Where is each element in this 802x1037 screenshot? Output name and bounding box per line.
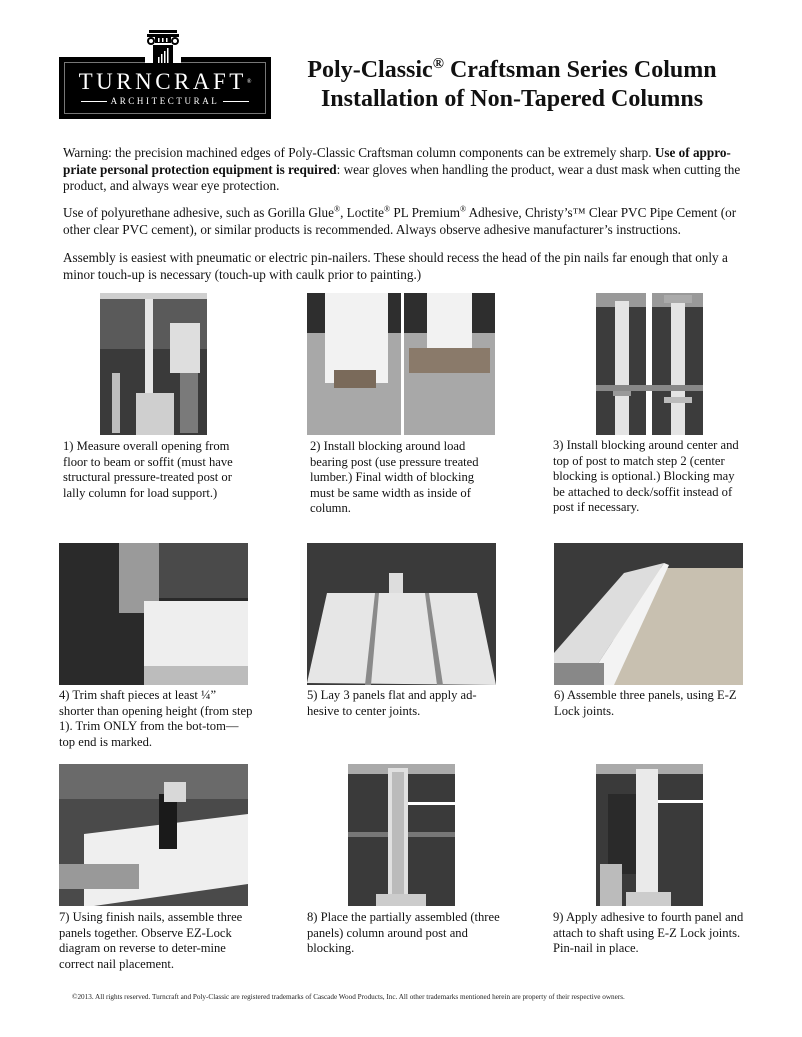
- logo-rule-right: [223, 101, 249, 102]
- copyright-footer: ©2013. All rights reserved. Turncraft and Poly-Classic are registered trademarks of Cascade Wood Products, Inc. All other trademarks mentioned herein are property of their respective owners.: [72, 993, 625, 1001]
- step-9-photo: [596, 764, 703, 906]
- title-product-name: Poly-Classic: [307, 57, 433, 83]
- step-4-caption: 4) Trim shaft pieces at least ¼” shorter than opening height (from step 1). Trim ONLY from the bot-tom—top end is marked.: [59, 688, 253, 749]
- warning-rest-text: : wear gloves when handling the product, wear a dust mask when cutting the product, and always wear eye protection.: [63, 161, 741, 193]
- step-4-photo: [59, 543, 248, 685]
- logo-rule-left: [81, 101, 107, 102]
- step-6-photo: [554, 543, 743, 685]
- logo-subtitle: [61, 96, 269, 106]
- step-2-photo: [307, 293, 495, 435]
- step-7-photo: [59, 764, 248, 906]
- logo-brand: [61, 70, 269, 94]
- warning-text: Warning: the precision machined edges of Poly-Classic Craftsman column components can be extremely sharp.: [63, 145, 655, 160]
- title-line-1: [272, 56, 752, 85]
- turncraft-logo: [59, 57, 271, 119]
- step-3-caption: 3) Install blocking around center and top of post to match step 2 (center blocking is optional.) Blocking may be attached to deck/soffit instead of post if necessary.: [553, 438, 739, 514]
- registered-mark: ®: [384, 204, 391, 214]
- registered-mark: ®: [459, 204, 467, 214]
- title-line-2: Installation of Non-Tapered Columns: [320, 86, 704, 112]
- adhesive-text-2: , Loctite: [340, 205, 385, 220]
- registered-mark: ®: [334, 204, 341, 214]
- step-7-caption: 7) Using finish nails, assemble three panels together. Observe EZ-Lock diagram on reverse to deter-mine correct nail placement.: [59, 910, 243, 971]
- title-registered-mark: ®: [432, 56, 444, 72]
- warning-paragraph: [63, 145, 743, 195]
- step-1-caption: 1) Measure overall opening from floor to beam or soffit (must have structural pressure-treated post or lally column for load support.): [63, 439, 233, 500]
- step-8-caption: 8) Place the partially assembled (three panels) column around post and blocking.: [307, 910, 500, 955]
- adhesive-paragraph: [63, 205, 743, 238]
- logo-registered-mark: ®: [246, 79, 252, 85]
- step-2-caption: 2) Install blocking around load bearing post (use pressure treated lumber.) Final width of blocking must be same width as inside of column.: [310, 439, 479, 515]
- step-8-photo: [348, 764, 455, 906]
- adhesive-text-4: Adhesive, Christy’s™ Clear PVC Pipe Cement (or other clear PVC cement), or similar products is recommended. Always observe adhesive manufacturer’s instructions.: [63, 205, 737, 237]
- assembly-paragraph: Assembly is easiest with pneumatic or electric pin-nailers. These should recess the head of the pin nails far enough that only a minor touch-up is necessary (touch-up with caulk prior to painting.): [63, 250, 728, 282]
- step-9-caption: 9) Apply adhesive to fourth panel and attach to shaft using E-Z Lock joints. Pin-nail in place.: [553, 910, 744, 955]
- column-capital-icon: [144, 27, 182, 63]
- logo-brand-text: TURNCRAFT: [78, 69, 247, 94]
- page-title: [272, 56, 752, 114]
- step-5-photo: [307, 543, 496, 685]
- step-5-caption: 5) Lay 3 panels flat and apply ad-hesive to center joints.: [307, 688, 477, 718]
- adhesive-text-3: PL Premium: [390, 205, 460, 220]
- title-series: Craftsman Series Column: [443, 57, 717, 83]
- warning-bold-text: Use of appro-priate personal protection equipment is required: [63, 145, 731, 177]
- logo-subtitle-text: ARCHITECTURAL: [110, 96, 220, 106]
- step-1-photo: [100, 293, 207, 435]
- adhesive-text-1: Use of polyurethane adhesive, such as Gorilla Glue: [63, 205, 334, 220]
- step-3-photo: [596, 293, 703, 435]
- step-6-caption: 6) Assemble three panels, using E-Z Lock joints.: [554, 688, 737, 718]
